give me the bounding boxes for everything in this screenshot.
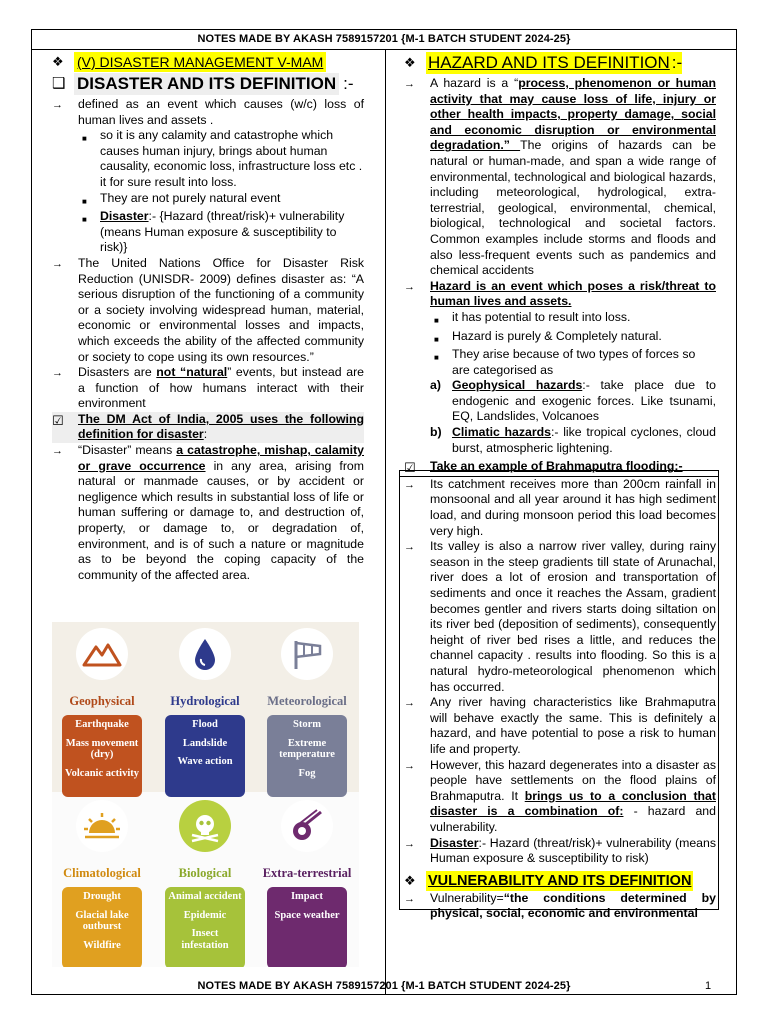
category-title: Meteorological bbox=[267, 694, 347, 708]
notes-title: ❖ (V) DISASTER MANAGEMENT V-MAM bbox=[52, 52, 364, 72]
hazard-types-infographic bbox=[52, 622, 359, 967]
sub-list-item: ■ so it is any calamity and catastrophe which causes human injury, brings about human causality, economic loss, infrastructure loss etc . it for sure result into loss. bbox=[82, 128, 363, 189]
list-item: → Its valley is also a narrow river valley, during rainy season in the steep gradients till state of Arunachal, river does a lot of erosion and transportation of sediments and once it reaches the Assam, gradient becomes gentler and rivers starts doing siltation on its river bed (deposition of sediments), consequently height of river bed rises a little, and reduces the channel capacity . results into flooding. So this is a natural hydro-meteorological phenomenon which has occurred. bbox=[404, 539, 716, 694]
arrow-icon: → bbox=[52, 445, 63, 458]
hydrological-card bbox=[160, 628, 250, 797]
list-item: → Hazard is an event which poses a risk/threat to human lives and assets. bbox=[404, 278, 716, 309]
checkbox-bullet-icon: ❑ bbox=[52, 75, 66, 92]
sub-list-item: ■ Disaster:- {Hazard (threat/risk)+ vulnerability (means Human exposure & susceptibility to risk)} bbox=[82, 209, 345, 255]
checked-box-icon: ☑ bbox=[404, 460, 416, 476]
arrow-icon: → bbox=[52, 257, 63, 270]
hazard-category-a: a) Geophysical hazards:- take place due to endogenic and exogenic forces. Like tsunami, EQ, Landslides, Volcanoes bbox=[430, 378, 716, 424]
square-bullet-icon: ■ bbox=[82, 134, 87, 144]
diamond-bullet-icon: ❖ bbox=[404, 55, 416, 70]
biological-card bbox=[160, 800, 250, 967]
dm-act-heading: ☑ The DM Act of India, 2005 uses the following definition for disaster: bbox=[52, 411, 364, 442]
square-bullet-icon: ■ bbox=[434, 315, 439, 325]
page-footer: NOTES MADE BY AKASH 7589157201 {M-1 BATCH STUDENT 2024-25} bbox=[197, 980, 571, 992]
extra-terrestrial-card bbox=[262, 800, 352, 967]
category-title: Hydrological bbox=[170, 694, 240, 708]
arrow-icon: → bbox=[404, 697, 415, 710]
category-box: Animal accident Epidemic Insect infestation bbox=[165, 887, 245, 967]
list-item: → “Disaster” means a catastrophe, mishap, calamity or grave occurrence in any area, arising from natural or manmade causes, or by accident or negligence which results in substantial loss of life or human suffering or damage to, and destruction of, property, or damage to, or degradation of, environment, and is of such a nature or magnitude as to be beyond the coping capacity of the community of the affected area. bbox=[52, 443, 364, 582]
category-box: Impact Space weather bbox=[267, 887, 347, 967]
list-item: → Disaster:- Hazard (threat/risk)+ vulnerability (means Human exposure & susceptibility to risk) bbox=[404, 835, 716, 866]
brahmaputra-heading: ☑ Take an example of Brahmaputra flooding:- bbox=[404, 459, 683, 476]
list-item: → defined as an event which causes (w/c) loss of human lives and assets . bbox=[52, 97, 364, 127]
list-item: → Disasters are not “natural” events, but instead are a function of how humans interact with their environment bbox=[52, 365, 364, 411]
water-drop-icon bbox=[179, 628, 231, 680]
header-divider bbox=[31, 49, 737, 50]
arrow-icon: → bbox=[404, 78, 415, 90]
windsock-icon bbox=[281, 628, 333, 680]
sub-list-item: ■ They arise because of two types of forces so are categorised as bbox=[434, 347, 696, 377]
square-bullet-icon: ■ bbox=[434, 353, 439, 363]
list-item: → Vulnerability=“the conditions determined by physical, social, economic and environmental bbox=[404, 890, 716, 921]
vulnerability-heading: ❖ VULNERABILITY AND ITS DEFINITION bbox=[404, 872, 692, 889]
arrow-icon: → bbox=[52, 367, 63, 380]
category-box: Storm Extreme temperature Fog bbox=[267, 715, 347, 797]
list-item: → Its catchment receives more than 200cm rainfall in monsoonal and all year around it has high sediment load, and during monsoon period this load becomes very high. bbox=[404, 476, 716, 538]
checked-box-icon: ☑ bbox=[52, 412, 64, 428]
climatological-card bbox=[57, 800, 147, 967]
sub-list-item: ■ it has potential to result into loss. bbox=[434, 310, 716, 329]
category-box: Drought Glacial lake outburst Wildfire bbox=[62, 887, 142, 967]
biohazard-icon bbox=[179, 800, 231, 852]
diamond-bullet-icon: ❖ bbox=[52, 54, 64, 69]
list-item: → However, this hazard degenerates into a disaster as people have settlements on the flood plains of Brahmaputra. It brings us to a conclusion that disaster is a combination of: - hazard and vulnerability. bbox=[404, 757, 716, 834]
page-number: 1 bbox=[705, 980, 712, 992]
arrow-icon: → bbox=[404, 837, 415, 850]
meteor-icon bbox=[281, 800, 333, 852]
arrow-icon: → bbox=[404, 759, 415, 772]
list-item: → Any river having characteristics like Brahmaputra will behave exactly the same. This is definitely a hazard, and have potential to pose a risk to human life and property. bbox=[404, 695, 716, 756]
hazard-category-b: b) Climatic hazards:- like tropical cyclones, cloud burst, atmospheric lightening. bbox=[430, 425, 716, 455]
disaster-definition-heading: ❑ DISASTER AND ITS DEFINITION :- bbox=[52, 74, 354, 93]
square-bullet-icon: ■ bbox=[82, 196, 87, 206]
geophysical-card bbox=[57, 628, 147, 797]
arrow-icon: → bbox=[404, 541, 415, 554]
arrow-icon: → bbox=[404, 892, 415, 905]
right-column bbox=[404, 52, 716, 922]
square-bullet-icon: ■ bbox=[82, 215, 87, 225]
hazard-definition-heading: ❖ HAZARD AND ITS DEFINITION :- bbox=[404, 53, 683, 72]
arrow-icon: → bbox=[52, 99, 63, 111]
category-box: Earthquake Mass movement (dry) Volcanic activity bbox=[62, 715, 142, 797]
category-box: Flood Landslide Wave action bbox=[165, 715, 245, 797]
category-title: Climatological bbox=[63, 866, 141, 880]
category-title: Geophysical bbox=[69, 694, 135, 708]
category-title: Extra-terrestrial bbox=[262, 866, 352, 880]
square-bullet-icon: ■ bbox=[434, 334, 439, 344]
page-header: NOTES MADE BY AKASH 7589157201 {M-1 BATCH STUDENT 2024-25} bbox=[197, 33, 571, 45]
diamond-bullet-icon: ❖ bbox=[404, 872, 416, 888]
arrow-icon: → bbox=[404, 478, 415, 491]
list-item: → A hazard is a “process, phenomenon or human activity that may cause loss of life, injury or other health impacts, property damage, social and economic disruption or environmental degradation.” The origins of hazards can be natural or human-made, and span a wide range of environmental, technological and biological hazards, including meteorological, hydrological, extra-terrestrial, geological, environmental, chemical, biological, technological and societal factors. Common examples include storms and floods and also less-frequent events such as pandemics and chemical accidents bbox=[404, 76, 716, 278]
column-divider bbox=[385, 49, 386, 995]
sun-icon bbox=[76, 800, 128, 852]
mountain-icon bbox=[76, 628, 128, 680]
category-title: Biological bbox=[178, 866, 232, 880]
list-item: → The United Nations Office for Disaster Risk Reduction (UNISDR- 2009) defines disaster as: “A serious disruption of the functioning of a community or a society involving widespread human, material, economic or environmental losses and impacts, which exceeds the ability of the affected community or society to cope using its own resources.” bbox=[52, 255, 364, 364]
meteorological-card bbox=[262, 628, 352, 797]
arrow-icon: → bbox=[404, 280, 415, 293]
left-column bbox=[52, 52, 364, 583]
sub-list-item: ■ They are not purely natural event bbox=[82, 191, 364, 210]
sub-list-item: ■ Hazard is purely & Completely natural. bbox=[434, 329, 716, 348]
